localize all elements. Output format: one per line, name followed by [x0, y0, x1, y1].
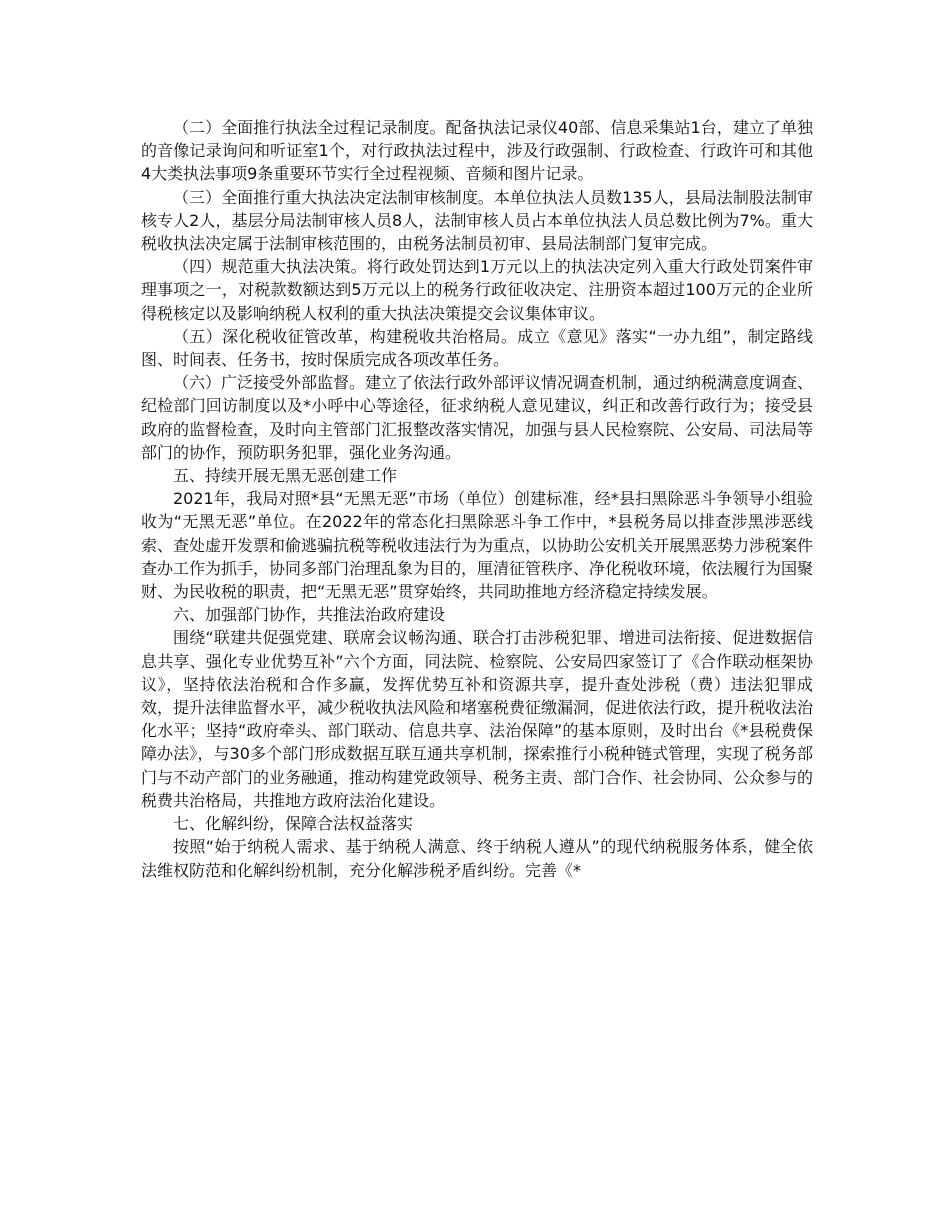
paragraph-external-supervision: （六）广泛接受外部监督。建立了依法行政外部评议情况调查机制，通过纳税满意度调查、纪检部门回访制度以及*小呼中心等途径，征求纳税人意见建议，纠正和改善行政行为；接受县政府的监督检查，及时向主管部门汇报整改落实情况，加强与县人民检察院、公安局、司法局等部门的协作，预防职务犯罪，强化业务沟通。: [141, 373, 814, 462]
paragraph-tax-reform: （五）深化税收征管改革，构建税收共治格局。成立《意见》落实“一办九组”，制定路线图、时间表、任务书，按时保质完成各项改革任务。: [141, 326, 813, 370]
document-body: [141, 116, 813, 882]
paragraph-department-cooperation: 围绕“联建共促强党建、联席会议畅沟通、联合打击涉税犯罪、增进司法衔接、促进数据信息共享、强化专业优势互补”六个方面，同法院、检察院、公安局四家签订了《合作联动框架协议》，坚持依法治税和合作多赢，发挥优势互补和资源共享，提升查处涉税（费）违法犯罪成效，提升法律监督水平，减少税收执法风险和堵塞税费征缴漏洞，促进依法行政，提升税收法治化水平；坚持“政府牵头、部门联动、信息共享、法治保障”的基本原则，及时出台《*县税费保障办法》，与30多个部门形成数据互联互通共享机制，探索推行小税种链式管理，实现了税务部门与不动产部门的业务融通，推动构建党政领导、税务主责、部门合作、社会协同、公众参与的税费共治格局，共推地方政府法治化建设。: [141, 628, 814, 810]
paragraph-anti-crime: 2021年，我局对照*县“无黑无恶”市场（单位）创建标准，经*县扫黑除恶斗争领导小组验收为“无黑无恶”单位。在2022年的常态化扫黑除恶斗争工作中，*县税务局以排查涉黑涉恶线索、查处虚开发票和偷逃骗抗税等税收违法行为为重点，以协助公安机关开展黑恶势力涉税案件查办工作为抓手，协同多部门治理乱象为目的，厘清征管秩序、净化税收环境，依法履行为国聚财、为民收税的职责，把“无黑无恶”贯穿始终，共同助推地方经济稳定持续发展。: [141, 489, 814, 602]
section-heading-five: 五、持续开展无黑无恶创建工作: [173, 466, 398, 486]
section-heading-six: 六、加强部门协作，共推法治政府建设: [173, 605, 446, 625]
section-heading-seven: 七、化解纠纷，保障合法权益落实: [173, 814, 414, 834]
paragraph-record-system: （二）全面推行执法全过程记录制度。配备执法记录仪40部、信息采集站1台，建立了单独的音像记录询问和听证室1个，对行政执法过程中，涉及行政强制、行政检查、行政许可和其他4大类执法事项9条重要环节实行全过程视频、音频和图片记录。: [141, 118, 813, 184]
paragraph-dispute-resolution: 按照“始于纳税人需求、基于纳税人满意、终于纳税人遵从”的现代纳税服务体系，健全依法维权防范和化解纠纷机制，充分化解涉税矛盾纠纷。完善《*: [141, 837, 813, 880]
paragraph-legal-review: （三）全面推行重大执法决定法制审核制度。本单位执法人员数135人，县局法制股法制审核专人2人，基层分局法制审核人员8人，法制审核人员占本单位执法人员总数比例为7%。重大税收执法决定属于法制审核范围的，由税务法制员初审、县局法制部门复审完成。: [141, 187, 813, 254]
paragraph-major-decisions: （四）规范重大执法决策。将行政处罚达到1万元以上的执法决定列入重大行政处罚案件审理事项之一，对税款数额达到5万元以上的税务行政征收决定、注册资本超过100万元的企业所得税核定以及影响纳税人权利的重大执法决策提交会议集体审议。: [141, 257, 813, 323]
